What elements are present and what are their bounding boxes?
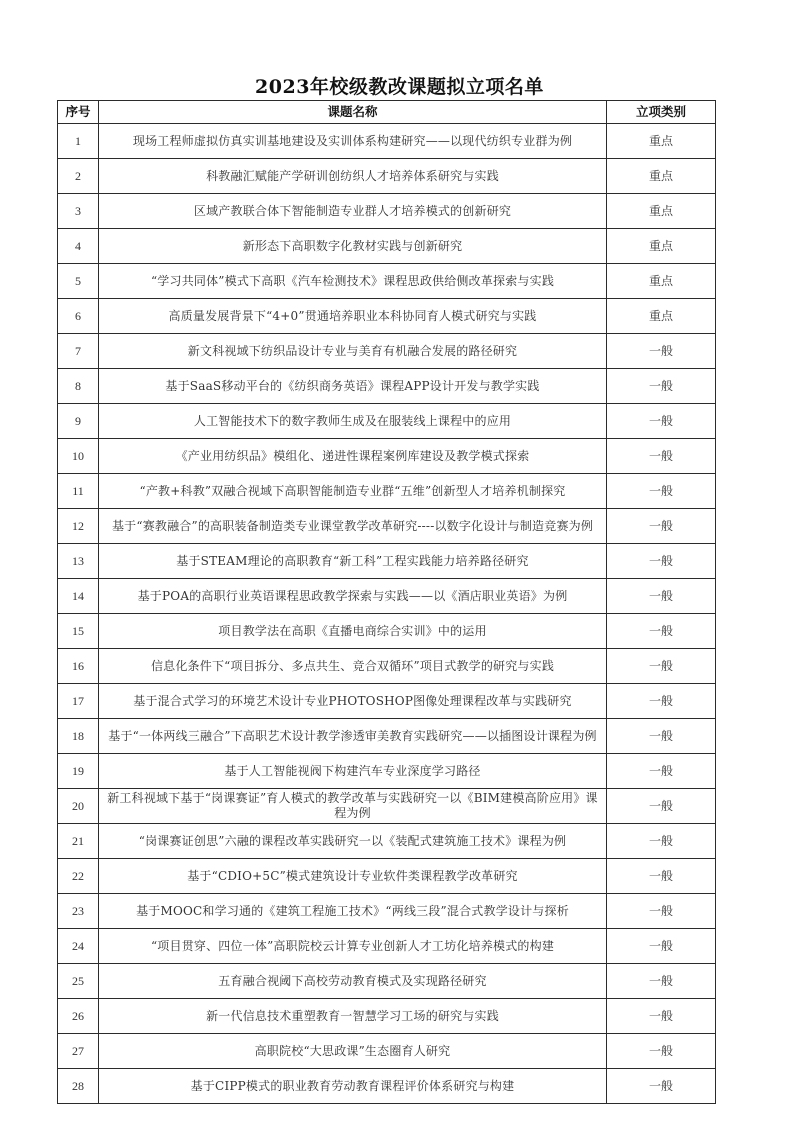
row-category: 一般 bbox=[607, 334, 716, 369]
row-project-name: 新形态下高职数字化教材实践与创新研究 bbox=[99, 229, 607, 264]
row-index: 9 bbox=[58, 404, 99, 439]
row-index: 28 bbox=[58, 1069, 99, 1104]
row-project-name: 高质量发展背景下“4+0”贯通培养职业本科协同育人模式研究与实践 bbox=[99, 299, 607, 334]
table-row bbox=[58, 579, 716, 614]
row-category: 一般 bbox=[607, 509, 716, 544]
row-index: 16 bbox=[58, 649, 99, 684]
row-index: 20 bbox=[58, 789, 99, 824]
row-index: 19 bbox=[58, 754, 99, 789]
row-index: 10 bbox=[58, 439, 99, 474]
header-project-name: 课题名称 bbox=[99, 101, 607, 124]
row-project-name: 基于“一体两线三融合”下高职艺术设计教学渗透审美教育实践研究——以插图设计课程为例 bbox=[99, 719, 607, 754]
row-category: 一般 bbox=[607, 369, 716, 404]
row-index: 6 bbox=[58, 299, 99, 334]
row-index: 23 bbox=[58, 894, 99, 929]
row-index: 24 bbox=[58, 929, 99, 964]
row-category: 一般 bbox=[607, 789, 716, 824]
row-project-name: 新一代信息技术重塑教育一智慧学习工场的研究与实践 bbox=[99, 999, 607, 1034]
row-project-name: 信息化条件下“项目拆分、多点共生、竞合双循环”项目式教学的研究与实践 bbox=[99, 649, 607, 684]
row-index: 12 bbox=[58, 509, 99, 544]
row-project-name: 区域产教联合体下智能制造专业群人才培养模式的创新研究 bbox=[99, 194, 607, 229]
row-category: 一般 bbox=[607, 404, 716, 439]
row-index: 4 bbox=[58, 229, 99, 264]
row-index: 21 bbox=[58, 824, 99, 859]
row-project-name: 科教融汇赋能产学研训创纺织人才培养体系研究与实践 bbox=[99, 159, 607, 194]
row-category: 重点 bbox=[607, 159, 716, 194]
row-category: 一般 bbox=[607, 999, 716, 1034]
row-index: 13 bbox=[58, 544, 99, 579]
row-project-name: “学习共同体”模式下高职《汽车检测技术》课程思政供给侧改革探索与实践 bbox=[99, 264, 607, 299]
table-row bbox=[58, 824, 716, 859]
row-project-name: 基于混合式学习的环境艺术设计专业PHOTOSHOP图像处理课程改革与实践研究 bbox=[99, 684, 607, 719]
row-index: 1 bbox=[58, 124, 99, 159]
row-category: 一般 bbox=[607, 439, 716, 474]
row-project-name: 新文科视域下纺织品设计专业与美育有机融合发展的路径研究 bbox=[99, 334, 607, 369]
table-row bbox=[58, 999, 716, 1034]
row-project-name: 基于“赛教融合”的高职装备制造类专业课堂教学改革研究----以数字化设计与制造竞赛为例 bbox=[99, 509, 607, 544]
row-index: 27 bbox=[58, 1034, 99, 1069]
row-project-name: 新工科视域下基于“岗课赛证”育人模式的教学改革与实践研究一以《BIM建模高阶应用》课程为例 bbox=[99, 789, 607, 824]
row-project-name: “项目贯穿、四位一体”高职院校云计算专业创新人才工坊化培养模式的构建 bbox=[99, 929, 607, 964]
row-project-name: 基于MOOC和学习通的《建筑工程施工技术》“两线三段”混合式教学设计与探析 bbox=[99, 894, 607, 929]
row-index: 18 bbox=[58, 719, 99, 754]
table-row bbox=[58, 894, 716, 929]
table-row bbox=[58, 1034, 716, 1069]
header-category: 立项类别 bbox=[607, 101, 716, 124]
row-project-name: 五育融合视阈下高校劳动教育模式及实现路径研究 bbox=[99, 964, 607, 999]
row-category: 重点 bbox=[607, 264, 716, 299]
row-category: 一般 bbox=[607, 474, 716, 509]
table-header bbox=[58, 101, 716, 124]
document-title: 2023年校级教改课题拟立项名单 bbox=[255, 76, 544, 98]
row-project-name: 基于CIPP模式的职业教育劳动教育课程评价体系研究与构建 bbox=[99, 1069, 607, 1104]
row-project-name: 基于STEAM理论的高职教育“新工科”工程实践能力培养路径研究 bbox=[99, 544, 607, 579]
row-index: 8 bbox=[58, 369, 99, 404]
row-index: 11 bbox=[58, 474, 99, 509]
table-row bbox=[58, 929, 716, 964]
row-project-name: 基于“CDIO+5C”模式建筑设计专业软件类课程教学改革研究 bbox=[99, 859, 607, 894]
row-project-name: 基于POA的高职行业英语课程思政教学探索与实践——以《酒店职业英语》为例 bbox=[99, 579, 607, 614]
table-row bbox=[58, 124, 716, 159]
table-row bbox=[58, 369, 716, 404]
row-project-name: 现场工程师虚拟仿真实训基地建设及实训体系构建研究——以现代纺织专业群为例 bbox=[99, 124, 607, 159]
table-row bbox=[58, 439, 716, 474]
row-category: 一般 bbox=[607, 894, 716, 929]
header-row bbox=[58, 101, 716, 124]
row-index: 3 bbox=[58, 194, 99, 229]
row-category: 一般 bbox=[607, 1034, 716, 1069]
row-index: 25 bbox=[58, 964, 99, 999]
row-index: 14 bbox=[58, 579, 99, 614]
row-project-name: “产教+科教”双融合视域下高职智能制造专业群“五维”创新型人才培养机制探究 bbox=[99, 474, 607, 509]
row-category: 一般 bbox=[607, 579, 716, 614]
table-row bbox=[58, 474, 716, 509]
row-category: 重点 bbox=[607, 229, 716, 264]
table-row bbox=[58, 194, 716, 229]
table-row bbox=[58, 509, 716, 544]
table-row bbox=[58, 264, 716, 299]
table-row bbox=[58, 229, 716, 264]
table-row bbox=[58, 789, 716, 824]
row-category: 重点 bbox=[607, 124, 716, 159]
row-index: 5 bbox=[58, 264, 99, 299]
row-category: 一般 bbox=[607, 824, 716, 859]
row-index: 22 bbox=[58, 859, 99, 894]
row-category: 一般 bbox=[607, 719, 716, 754]
row-project-name: 《产业用纺织品》模组化、递进性课程案例库建设及教学模式探索 bbox=[99, 439, 607, 474]
row-category: 一般 bbox=[607, 964, 716, 999]
table-row bbox=[58, 754, 716, 789]
table-row bbox=[58, 684, 716, 719]
row-category: 一般 bbox=[607, 859, 716, 894]
table-body bbox=[58, 124, 716, 1104]
row-category: 一般 bbox=[607, 754, 716, 789]
table-row bbox=[58, 159, 716, 194]
row-project-name: 人工智能技术下的数字教师生成及在服装线上课程中的应用 bbox=[99, 404, 607, 439]
row-category: 一般 bbox=[607, 649, 716, 684]
row-category: 一般 bbox=[607, 684, 716, 719]
row-index: 2 bbox=[58, 159, 99, 194]
table-row bbox=[58, 299, 716, 334]
table-row bbox=[58, 614, 716, 649]
table-row bbox=[58, 1069, 716, 1104]
row-index: 15 bbox=[58, 614, 99, 649]
row-index: 26 bbox=[58, 999, 99, 1034]
row-project-name: “岗课赛证创思”六融的课程改革实践研究一以《装配式建筑施工技术》课程为例 bbox=[99, 824, 607, 859]
row-category: 重点 bbox=[607, 299, 716, 334]
row-category: 一般 bbox=[607, 1069, 716, 1104]
row-project-name: 基于人工智能视阀下构建汽车专业深度学习路径 bbox=[99, 754, 607, 789]
table-row bbox=[58, 719, 716, 754]
row-category: 一般 bbox=[607, 929, 716, 964]
table-row bbox=[58, 334, 716, 369]
table-row bbox=[58, 404, 716, 439]
row-project-name: 项目教学法在高职《直播电商综合实训》中的运用 bbox=[99, 614, 607, 649]
table-row bbox=[58, 544, 716, 579]
row-category: 一般 bbox=[607, 614, 716, 649]
table-row bbox=[58, 859, 716, 894]
table-row bbox=[58, 964, 716, 999]
row-category: 一般 bbox=[607, 544, 716, 579]
table-row bbox=[58, 649, 716, 684]
header-index: 序号 bbox=[58, 101, 99, 124]
project-list-table bbox=[57, 100, 716, 1104]
row-project-name: 基于SaaS移动平台的《纺织商务英语》课程APP设计开发与教学实践 bbox=[99, 369, 607, 404]
row-category: 重点 bbox=[607, 194, 716, 229]
row-project-name: 高职院校“大思政课”生态圈育人研究 bbox=[99, 1034, 607, 1069]
row-index: 7 bbox=[58, 334, 99, 369]
row-index: 17 bbox=[58, 684, 99, 719]
